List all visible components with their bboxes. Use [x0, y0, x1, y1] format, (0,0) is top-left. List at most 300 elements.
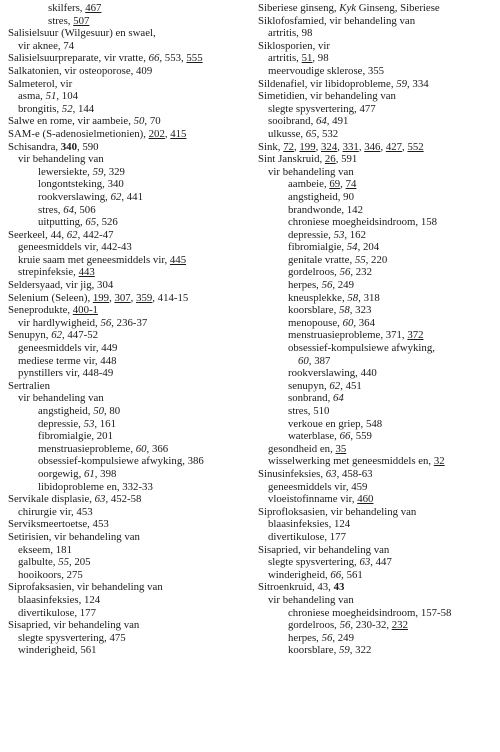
- entry-text: , 458-63: [336, 467, 373, 480]
- index-entry: [258, 266, 496, 279]
- index-entry: [258, 27, 496, 40]
- entry-text: kruie saam met geneesmiddels vir,: [18, 253, 170, 266]
- entry-text: fibromialgie,: [288, 241, 347, 254]
- index-entry: [258, 317, 496, 330]
- page-reference: 63: [94, 493, 106, 506]
- page-reference: 331: [342, 140, 359, 153]
- index-entry: [258, 430, 496, 443]
- entry-text: angstigheid, 90: [288, 190, 354, 203]
- entry-text: menstruasieprobleme,: [38, 442, 136, 455]
- page-reference: 55: [58, 556, 69, 569]
- index-entry: [8, 141, 246, 154]
- entry-text: ,: [294, 140, 300, 153]
- page-reference: 64: [332, 392, 344, 405]
- page-reference: 56: [100, 316, 112, 329]
- entry-text: geneesmiddels vir, 459: [268, 480, 368, 493]
- index-entry: [8, 342, 246, 355]
- entry-text: , 442-47: [77, 228, 114, 241]
- page-reference: 232: [391, 619, 408, 632]
- entry-text: vir behandeling van: [268, 593, 354, 606]
- index-entry: [8, 468, 246, 481]
- page-reference: 66: [148, 52, 160, 65]
- entry-text: , 506: [74, 203, 96, 216]
- entry-text: vloeistofinname vir,: [268, 493, 358, 506]
- page-reference: 324: [321, 140, 338, 153]
- entry-text: divertikulose, 177: [18, 606, 96, 619]
- index-entry: [8, 430, 246, 443]
- entry-text: Siprofloksasien, vir behandeling van: [258, 505, 417, 518]
- entry-text: koorsblare,: [288, 304, 339, 317]
- entry-text: Siklosporien, vir: [258, 39, 330, 52]
- index-entry: [8, 166, 246, 179]
- entry-text: koorsblare,: [288, 644, 339, 657]
- entry-text: waterblase,: [288, 430, 340, 443]
- entry-text: ,: [109, 291, 115, 304]
- page-reference: 307: [114, 291, 131, 304]
- index-entry: [8, 229, 246, 242]
- entry-text: , 322: [349, 644, 372, 657]
- index-entry: [258, 216, 496, 229]
- entry-text: , 526: [96, 216, 118, 229]
- entry-text: Sertralien: [8, 379, 50, 392]
- page-reference: 445: [169, 253, 187, 266]
- index-entry: [8, 52, 246, 65]
- index-entry: [8, 506, 246, 519]
- entry-text: , 204: [357, 241, 380, 254]
- page-reference: 467: [85, 2, 102, 14]
- entry-text: divertikulose, 177: [268, 530, 346, 543]
- entry-text: artritis,: [268, 52, 302, 65]
- entry-text: gesondheid en,: [268, 442, 336, 455]
- page-reference: 56: [321, 631, 333, 644]
- entry-text: vir behandeling van: [268, 165, 354, 178]
- entry-text: , 80: [103, 405, 121, 417]
- page-reference: 555: [186, 52, 203, 65]
- page-reference: 62: [329, 379, 341, 392]
- index-entry: [258, 418, 496, 431]
- index-entry: [258, 304, 496, 317]
- entry-text: , 447-52: [62, 329, 98, 342]
- index-entry: [258, 279, 496, 292]
- index-entry: [258, 204, 496, 217]
- index-entry: [8, 78, 246, 91]
- index-entry: [258, 153, 496, 166]
- entry-text: chroniese moegheidsindroom, 157-58: [288, 606, 452, 619]
- entry-text: hooikoors, 275: [18, 568, 83, 581]
- page-reference: 51: [45, 90, 57, 103]
- entry-text: stres,: [38, 203, 64, 216]
- page-reference: 59: [338, 644, 350, 657]
- index-entry: [258, 78, 496, 91]
- entry-text: slegte spysvertering,: [268, 556, 360, 569]
- index-entry: [258, 241, 496, 254]
- index-entry: [258, 481, 496, 494]
- index-entry: [258, 103, 496, 116]
- entry-text: Seerkeel, 44,: [8, 228, 67, 241]
- index-entry: [8, 279, 246, 292]
- page-reference: 66: [330, 568, 342, 581]
- entry-text: , 329: [103, 165, 125, 178]
- entry-text: meervoudige sklerose, 355: [268, 64, 385, 77]
- index-entry: [8, 90, 246, 103]
- page-reference: 427: [385, 140, 403, 153]
- entry-text: depressie,: [38, 417, 84, 430]
- entry-text: , 104: [56, 90, 78, 103]
- entry-text: asma,: [18, 90, 46, 103]
- entry-text: Servikale displasie,: [8, 493, 95, 506]
- page-reference: 35: [335, 442, 347, 455]
- entry-text: slegte spysvertering, 477: [268, 102, 376, 115]
- entry-text: gordelroos,: [288, 619, 340, 632]
- entry-text: ,: [380, 140, 386, 153]
- page-reference: 64: [63, 203, 74, 216]
- index-entry: [258, 166, 496, 179]
- entry-text: obsessief-kompulsiewe afwyking, 386: [38, 455, 204, 468]
- index-entry: [8, 115, 246, 128]
- entry-text: obsessief-kompulsiewe afwyking,: [288, 342, 435, 355]
- entry-text: ekseem, 181: [18, 543, 72, 556]
- page-reference: 199: [92, 291, 110, 304]
- page-reference: 72: [283, 140, 294, 153]
- entry-text: ,: [130, 291, 137, 304]
- page-reference: 400-1: [72, 304, 98, 317]
- page-reference: 74: [345, 178, 357, 191]
- entry-text: Salwe en rome, vir aambeie,: [8, 115, 134, 128]
- page-reference: 60: [135, 442, 147, 455]
- index-entry: [258, 367, 496, 380]
- index-entry: [258, 90, 496, 103]
- page-reference: 415: [170, 127, 187, 140]
- index-entry: [258, 443, 496, 456]
- entry-text: senupyn,: [288, 379, 330, 392]
- entry-text: ,: [358, 140, 365, 153]
- entry-text: lewersiekte,: [38, 165, 93, 178]
- index-entry: [8, 644, 246, 657]
- entry-text: herpes,: [288, 279, 322, 292]
- entry-text: SAM-e (S-adenosielmetionien),: [8, 127, 149, 140]
- page-reference: 63: [325, 467, 337, 480]
- entry-text: artritis, 98: [268, 27, 313, 40]
- index-entry: [258, 518, 496, 531]
- index-entry: [258, 191, 496, 204]
- index-column-right: [258, 2, 496, 657]
- index-entry: [258, 468, 496, 481]
- index-entry: [8, 153, 246, 166]
- entry-text: Siprofaksasien, vir behandeling van: [8, 581, 163, 594]
- entry-text: , 491: [326, 115, 349, 128]
- entry-text: Salmeterol, vir: [8, 77, 73, 90]
- index-entry: [258, 342, 496, 355]
- entry-text: menopouse,: [288, 316, 343, 329]
- page-reference: 372: [407, 329, 424, 342]
- entry-text: mediese terme vir, 448: [18, 354, 117, 367]
- entry-text: , 232: [350, 266, 372, 279]
- index-entry: [8, 481, 246, 494]
- page-reference: 54: [346, 241, 358, 254]
- entry-text: , 559: [350, 430, 372, 443]
- entry-text: blaasinfeksies, 124: [18, 593, 101, 606]
- entry-text: , 70: [144, 115, 161, 128]
- entry-text: herpes,: [288, 631, 322, 644]
- page-reference: 53: [333, 228, 345, 241]
- index-entry: [8, 392, 246, 405]
- page-reference: 552: [407, 140, 424, 153]
- entry-text: ulkusse,: [268, 127, 306, 140]
- entry-text: Simetidien, vir behandeling van: [258, 90, 396, 103]
- entry-text: Siberiese ginseng,: [258, 2, 340, 14]
- index-entry: [258, 15, 496, 28]
- index-entry: [8, 216, 246, 229]
- entry-text: Sildenafiel, vir libidoprobleme,: [258, 77, 397, 90]
- page-reference: 50: [93, 405, 104, 417]
- entry-text: galbulte,: [18, 556, 59, 569]
- index-entry: [258, 178, 496, 191]
- index-entry: [8, 241, 246, 254]
- entry-text: Schisandra,: [8, 140, 61, 153]
- page-reference: 62: [51, 329, 62, 342]
- entry-text: , 387: [308, 354, 331, 367]
- index-entry: [8, 355, 246, 368]
- page-reference: 202: [148, 127, 165, 140]
- index-entry: [258, 581, 496, 594]
- entry-text: pynstillers vir, 448-49: [18, 367, 114, 380]
- index-entry: [8, 619, 246, 632]
- page-reference: 52: [61, 102, 73, 115]
- page-reference: 460: [357, 493, 374, 506]
- index-entry: [8, 191, 246, 204]
- entry-text: Serviksmeertoetse, 453: [8, 518, 109, 531]
- index-entry: [8, 128, 246, 141]
- index-entry: [258, 115, 496, 128]
- index-entry: [258, 594, 496, 607]
- entry-text: aambeie,: [288, 178, 330, 191]
- page-reference: 59: [396, 77, 408, 90]
- index-entry: [8, 103, 246, 116]
- entry-text: ,: [340, 178, 346, 191]
- index-entry: [258, 632, 496, 645]
- entry-text: , 323: [349, 304, 372, 317]
- index-entry: [258, 392, 496, 405]
- entry-text: uitputting,: [38, 216, 86, 229]
- entry-text: gordelroos,: [288, 266, 340, 279]
- page-reference: 56: [321, 279, 333, 292]
- index-entry: [8, 254, 246, 267]
- entry-text: vir hardlywigheid,: [18, 316, 101, 329]
- entry-text: libidoprobleme en, 332-33: [38, 480, 153, 493]
- entry-text: , 452-58: [105, 493, 142, 506]
- entry-text: Setirisien, vir behandeling van: [8, 530, 140, 543]
- entry-text: , 249: [332, 631, 354, 644]
- index-entry: [8, 607, 246, 620]
- index-entry: [8, 493, 246, 506]
- entry-text: Ginseng, Siberiese: [356, 2, 440, 14]
- index-entry: [8, 380, 246, 393]
- entry-text: , 590: [76, 140, 99, 153]
- entry-text: oorgewig,: [38, 467, 84, 480]
- entry-text: vir behandeling van: [18, 153, 104, 166]
- index-entry: [258, 544, 496, 557]
- index-entry: [8, 329, 246, 342]
- index-entry: [8, 40, 246, 53]
- entry-text: ,: [164, 127, 171, 140]
- page-reference: 64: [315, 115, 327, 128]
- index-entry: [8, 556, 246, 569]
- page-reference: 62: [110, 190, 122, 203]
- entry-text: stres,: [48, 14, 74, 27]
- index-entry: [8, 65, 246, 78]
- entry-text: longontsteking, 340: [38, 178, 124, 191]
- index-entry: [258, 607, 496, 620]
- index-entry: [258, 380, 496, 393]
- index-entry: [8, 594, 246, 607]
- entry-text: genitale vratte,: [288, 253, 355, 266]
- index-entry: [8, 455, 246, 468]
- page-reference: 58: [347, 291, 359, 304]
- page-reference: 340: [60, 140, 77, 153]
- entry-text: sonbrand,: [288, 392, 333, 405]
- index-entry: [258, 329, 496, 342]
- entry-text: , 236-37: [111, 316, 148, 329]
- index-entry: [8, 292, 246, 305]
- page-reference: 56: [339, 619, 351, 632]
- entry-text: , 318: [358, 291, 380, 304]
- index-entry: [258, 493, 496, 506]
- index-entry: [8, 304, 246, 317]
- index-entry: [8, 518, 246, 531]
- page-reference: 58: [338, 304, 350, 317]
- index-entry: [258, 644, 496, 657]
- index-entry: [258, 141, 496, 154]
- index-entry: [8, 2, 246, 15]
- index-entry: [8, 178, 246, 191]
- index-entry: [258, 405, 496, 418]
- page-reference: 50: [133, 115, 145, 128]
- page-reference: 60: [298, 354, 309, 367]
- page-reference: 53: [83, 417, 95, 430]
- index-entry: [258, 40, 496, 53]
- page-reference: 61: [83, 467, 95, 480]
- entry-text: , 144: [72, 102, 95, 115]
- entry-text: menstruasieprobleme, 371,: [288, 329, 408, 342]
- index-entry: [8, 531, 246, 544]
- index-entry: [8, 317, 246, 330]
- index-entry: [8, 204, 246, 217]
- entry-text: Sinusinfeksies,: [258, 467, 326, 480]
- index-entry: [8, 581, 246, 594]
- entry-text: , 366: [146, 442, 169, 455]
- entry-text: , 414-15: [152, 291, 189, 304]
- index-entry: [258, 254, 496, 267]
- entry-text: , 441: [121, 190, 143, 203]
- entry-text: winderigheid, 561: [18, 644, 97, 657]
- page-reference: 346: [364, 140, 381, 153]
- entry-text: Sisapried, vir behandeling van: [8, 619, 140, 632]
- page-reference: 199: [299, 140, 316, 153]
- index-entry: [8, 367, 246, 380]
- entry-text: , 334: [407, 77, 429, 90]
- index-entry: [258, 128, 496, 141]
- entry-text: vir behandeling van: [18, 392, 104, 405]
- entry-text: depressie,: [288, 228, 334, 241]
- page-reference: 51: [301, 52, 313, 65]
- entry-text: sooibrand,: [268, 115, 316, 128]
- entry-text: Seneprodukte,: [8, 304, 73, 317]
- entry-text: , 249: [332, 279, 354, 292]
- entry-text: Salisielsuurpreparate, vir vratte,: [8, 52, 149, 65]
- entry-text: vir aknee, 74: [18, 39, 75, 52]
- index-entry: [8, 15, 246, 28]
- index-entry: [8, 266, 246, 279]
- entry-text: brandwonde, 142: [288, 203, 363, 216]
- page-reference: 359: [136, 291, 153, 304]
- entry-text: , 364: [353, 316, 375, 329]
- entry-text: , 532: [316, 127, 339, 140]
- entry-text: fibromialgie, 201: [38, 430, 113, 443]
- index-entry: [258, 619, 496, 632]
- page-reference: Kyk: [339, 2, 357, 14]
- page-reference: 60: [342, 316, 354, 329]
- page-reference: 443: [78, 266, 95, 279]
- page-reference: 62: [66, 228, 78, 241]
- entry-text: , 98: [312, 52, 329, 65]
- entry-text: Sint Janskruid,: [258, 153, 325, 166]
- page-reference: 507: [73, 14, 90, 27]
- entry-text: Salisielsuur (Wilgesuur) en swael,: [8, 27, 156, 40]
- entry-text: winderigheid,: [268, 568, 331, 581]
- index-entry: [258, 455, 496, 468]
- index-entry: [258, 355, 496, 368]
- page-reference: 69: [329, 178, 341, 191]
- entry-text: verkoue en griep, 548: [288, 417, 383, 430]
- entry-text: rookverslawing, 440: [288, 367, 377, 380]
- entry-text: Seldersyaad, vir jig, 304: [8, 279, 114, 292]
- index-entry: [8, 418, 246, 431]
- page-reference: 32: [433, 455, 445, 468]
- index-entry: [8, 632, 246, 645]
- entry-text: angstigheid,: [38, 405, 94, 417]
- entry-text: ,: [402, 140, 408, 153]
- entry-text: Senupyn,: [8, 329, 52, 342]
- entry-text: , 205: [68, 556, 91, 569]
- page-reference: 65: [85, 216, 97, 229]
- entry-text: Selenium (Seleen),: [8, 291, 93, 304]
- entry-text: Sink,: [258, 140, 284, 153]
- entry-text: blaasinfeksies, 124: [268, 518, 351, 531]
- page-reference: 56: [339, 266, 351, 279]
- page-reference: 66: [339, 430, 351, 443]
- entry-text: , 162: [344, 228, 366, 241]
- entry-text: Salkatonien, vir osteoporose, 409: [8, 64, 153, 77]
- page-reference: 26: [324, 153, 336, 166]
- entry-text: , 220: [365, 253, 388, 266]
- entry-text: Siklofosfamied, vir behandeling van: [258, 14, 416, 27]
- entry-text: chirurgie vir, 453: [18, 505, 93, 518]
- entry-text: , 447: [370, 556, 392, 569]
- index-entry: [8, 544, 246, 557]
- index-entry: [258, 229, 496, 242]
- index-entry: [258, 531, 496, 544]
- page-reference: 55: [354, 253, 366, 266]
- entry-text: brongitis,: [18, 102, 62, 115]
- entry-text: Sisapried, vir behandeling van: [258, 543, 390, 556]
- page-reference: 59: [92, 165, 104, 178]
- index-entry: [258, 556, 496, 569]
- index-entry: [258, 52, 496, 65]
- index-entry: [258, 569, 496, 582]
- entry-text: , 561: [341, 568, 363, 581]
- entry-text: Sitroenkruid, 43,: [258, 581, 334, 594]
- entry-text: , 161: [94, 417, 116, 430]
